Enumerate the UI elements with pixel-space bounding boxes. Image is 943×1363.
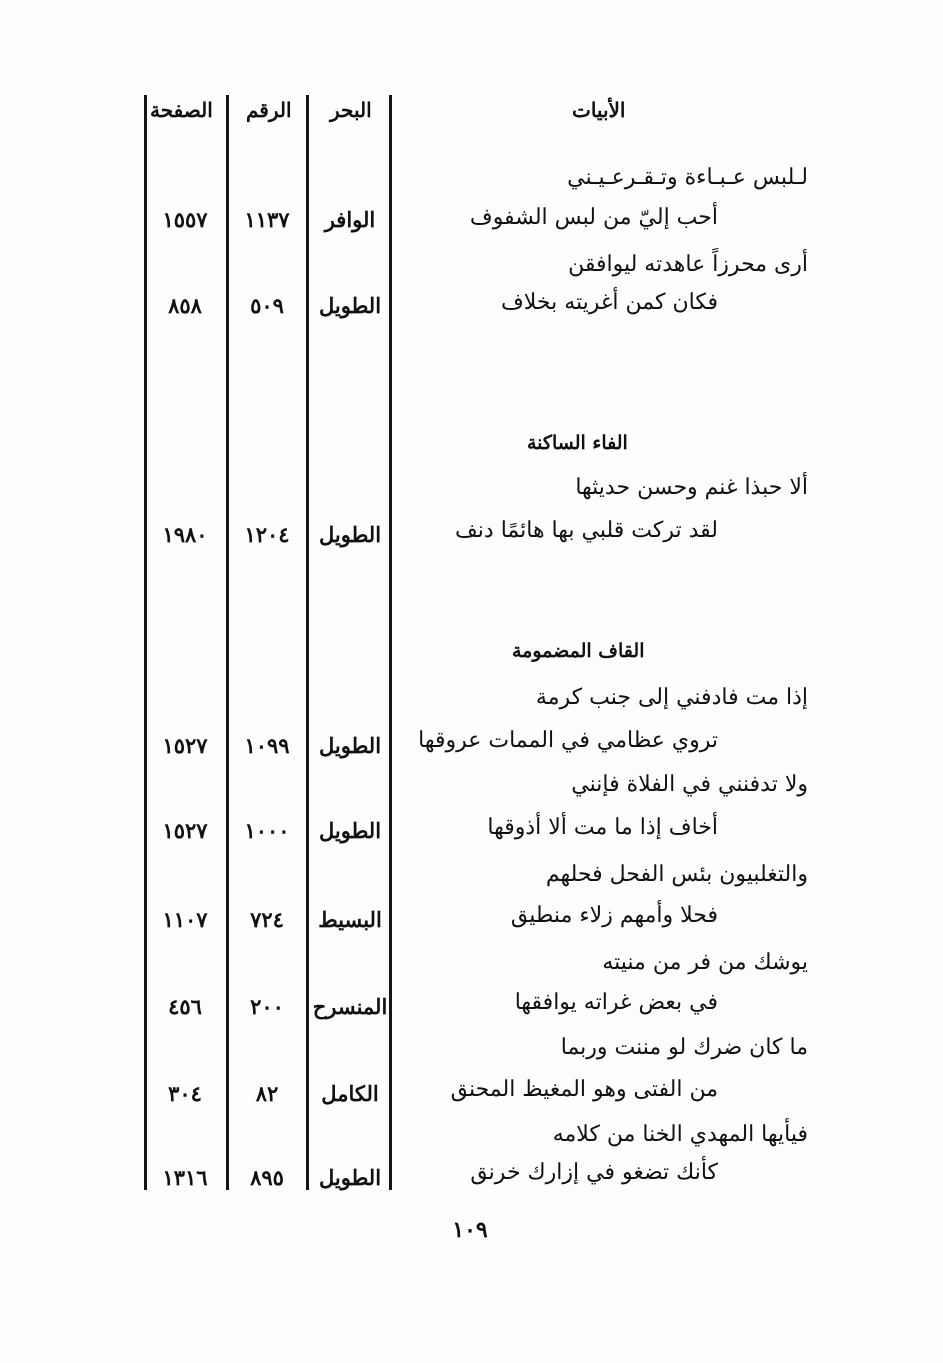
verse-line: تروي عظامي في الممات عروقها	[418, 728, 718, 753]
column-rule-number	[226, 95, 229, 1190]
bahr-cell: الكامل	[321, 1081, 379, 1106]
verse-line: في بعض غراته يوافقها	[514, 990, 718, 1015]
bahr-cell: الطويل	[318, 522, 382, 547]
number-cell: ١١٣٧	[244, 207, 290, 232]
bahr-cell: الطويل	[318, 293, 382, 318]
number-cell: ٨٩٥	[250, 1165, 284, 1190]
page-cell: ٤٥٦	[168, 994, 202, 1019]
column-rule-page	[144, 95, 147, 1190]
page-cell: ١٥٢٧	[162, 818, 208, 843]
bahr-cell: الطويل	[318, 733, 382, 758]
verse-line: أحب إليّ من لبس الشفوف	[469, 205, 718, 230]
page-cell: ١٥٥٧	[162, 207, 208, 232]
verse-line: لقد تركت قلبي بها هائمًا دنف	[455, 518, 718, 543]
page-cell: ١٥٢٧	[162, 733, 208, 758]
bahr-cell: الطويل	[318, 1165, 382, 1190]
header-verses: الأبيات	[572, 98, 626, 122]
page-cell: ١٣١٦	[162, 1165, 208, 1190]
page-cell: ١٩٨٠	[162, 522, 208, 547]
verse-line: من الفتى وهو المغيظ المحنق	[450, 1077, 718, 1102]
header-page: الصفحة	[150, 98, 213, 122]
number-cell: ٥٠٩	[250, 293, 284, 318]
verse-line: أرى محرزاً عاهدته ليوافقن	[568, 252, 808, 277]
section-heading: الفاء الساكنة	[527, 432, 628, 454]
bahr-cell: البسيط	[318, 907, 382, 932]
page-cell: ١١٠٧	[162, 907, 208, 932]
number-cell: ٢٠٠	[250, 994, 284, 1019]
page-cell: ٣٠٤	[168, 1081, 202, 1106]
verse-line: ألا حبذا غنم وحسن حديثها	[575, 475, 808, 500]
number-cell: ١٢٠٤	[244, 522, 290, 547]
number-cell: ٧٢٤	[250, 907, 284, 932]
verse-line: لـلبس عـبـاءة وتـقـرعـيـني	[567, 165, 808, 190]
page-number: ١٠٩	[452, 1217, 488, 1243]
number-cell: ١٠٠٠	[244, 818, 290, 843]
verse-line: فيأيها المهدي الخنا من كلامه	[552, 1122, 808, 1147]
verse-line: إذا مت فادفني إلى جنب كرمة	[535, 685, 808, 710]
verse-line: ما كان ضرك لو مننت وربما	[560, 1035, 808, 1060]
verse-line: فحلا وأمهم زلاء منطيق	[510, 903, 718, 928]
verse-line: يوشك من فر من منيته	[602, 950, 808, 975]
section-heading: القاف المضمومة	[512, 640, 645, 662]
column-rule-bahr	[306, 95, 309, 1190]
header-bahr: البحر	[330, 98, 372, 122]
bahr-cell: المنسرح	[312, 994, 388, 1019]
verse-line: أخاف إذا ما مت ألا أذوقها	[487, 815, 718, 840]
verse-line: والتغلبيون بئس الفحل فحلهم	[545, 862, 808, 887]
header-number: الرقم	[246, 98, 292, 122]
verse-line: فكان كمن أغريته بخلاف	[500, 290, 718, 315]
number-cell: ٨٢	[255, 1081, 279, 1106]
verse-line: ولا تدفنني في الفلاة فإنني	[571, 772, 808, 797]
number-cell: ١٠٩٩	[244, 733, 290, 758]
verse-line: كأنك تضغو في إزارك خرنق	[470, 1160, 718, 1185]
bahr-cell: الطويل	[318, 818, 382, 843]
page-cell: ٨٥٨	[168, 293, 202, 318]
column-rule-verses	[389, 95, 392, 1190]
bahr-cell: الوافر	[324, 207, 376, 232]
